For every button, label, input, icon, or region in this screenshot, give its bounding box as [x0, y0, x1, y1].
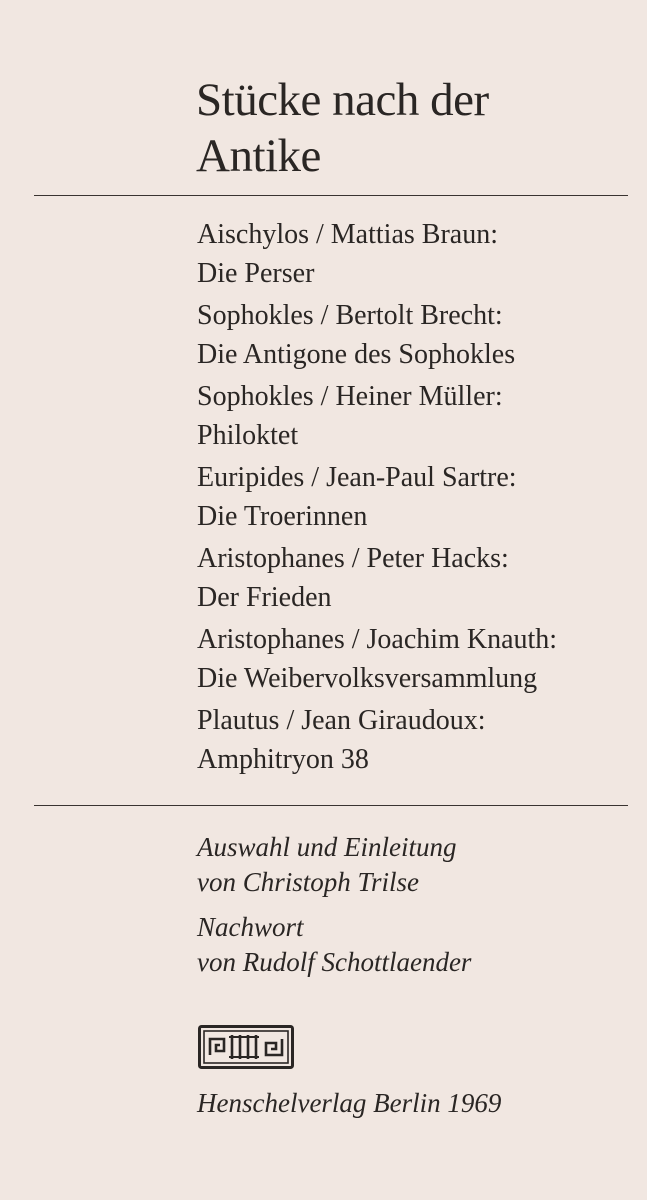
contents-list — [197, 216, 557, 783]
book-title-line-1: Stücke nach der — [196, 74, 489, 126]
entry-authors: Plautus / Jean Giraudoux: — [197, 705, 486, 736]
entry-authors: Aristophanes / Joachim Knauth: — [197, 624, 558, 655]
divider-bottom — [34, 805, 628, 806]
divider-top — [34, 195, 628, 196]
entry-work: Die Weibervolksversammlung — [197, 662, 538, 694]
contents-entry — [197, 297, 557, 374]
book-title — [196, 72, 489, 184]
entry-authors: Euripides / Jean-Paul Sartre: — [197, 462, 517, 493]
credits — [197, 830, 471, 990]
entry-work: Philoktet — [197, 419, 299, 451]
entry-work: Die Antigone des Sophokles — [197, 338, 516, 370]
entry-work: Die Troerinnen — [197, 500, 368, 532]
entry-authors: Aristophanes / Peter Hacks: — [197, 543, 509, 574]
contents-entry — [197, 540, 557, 617]
book-title-line-2: Antike — [196, 130, 321, 182]
entry-work: Die Perser — [197, 257, 315, 289]
selection-credit — [197, 830, 471, 900]
afterword-credit-line-1: Nachwort — [197, 912, 304, 942]
contents-entry — [197, 621, 557, 698]
contents-entry — [197, 702, 557, 779]
contents-entry — [197, 459, 557, 536]
entry-authors: Sophokles / Heiner Müller: — [197, 381, 503, 412]
afterword-credit-line-2: von Rudolf Schottlaender — [197, 947, 472, 977]
afterword-credit — [197, 910, 471, 980]
contents-entry — [197, 378, 557, 455]
entry-work: Der Frieden — [197, 581, 332, 613]
entry-authors: Aischylos / Mattias Braun: — [197, 219, 498, 250]
entry-work: Amphitryon 38 — [197, 743, 369, 775]
publisher-imprint: Henschelverlag Berlin 1969 — [197, 1088, 502, 1118]
contents-entry — [197, 216, 557, 293]
entry-authors: Sophokles / Bertolt Brecht: — [197, 300, 503, 331]
selection-credit-line-2: von Christoph Trilse — [197, 867, 420, 897]
henschelverlag-logo-icon — [198, 1025, 294, 1069]
selection-credit-line-1: Auswahl und Einleitung — [197, 832, 457, 862]
